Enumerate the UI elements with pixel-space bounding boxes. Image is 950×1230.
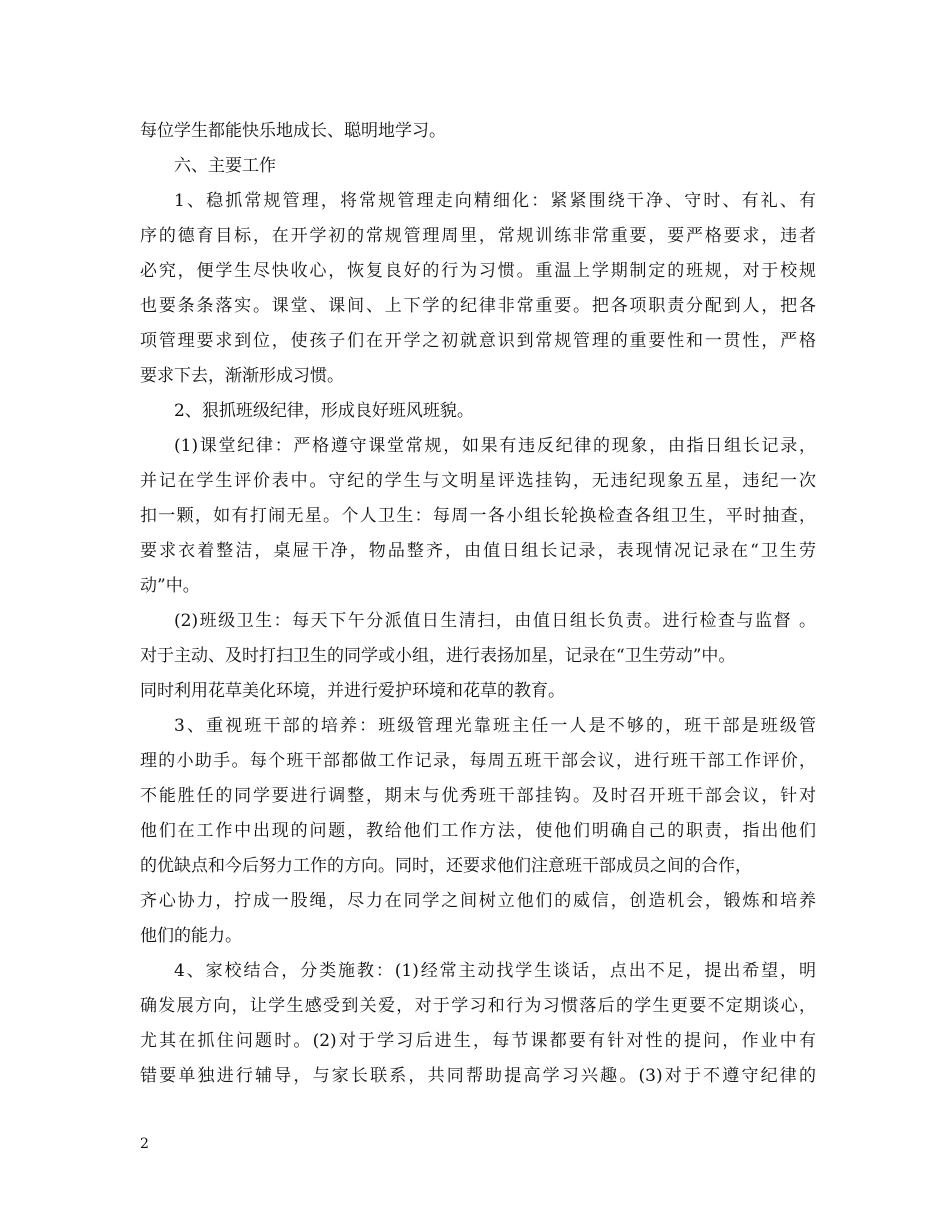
- text-line: 序的德育目标，在开学初的常规管理周里，常规训练非常重要，要严格要求，违者: [140, 226, 816, 246]
- text-line: 齐心协力，拧成一股绳，尽力在同学之间树立他们的威信，创造机会，锻炼和培养: [140, 891, 816, 911]
- text-line: 不能胜任的同学要进行调整，期末与优秀班干部挂钩。及时召开班干部会议，针对: [140, 786, 816, 806]
- text-line: 扣一颗，如有打闹无星。个人卫生：每周一各小组长轮换检查各组卫生，平时抽查，: [140, 506, 816, 526]
- text-line: 4、家校结合，分类施教：(1)经常主动找学生谈话，点出不足，提出希望，明: [174, 961, 816, 981]
- text-line: 要求下去，渐渐形成习惯。: [140, 366, 344, 386]
- text-line: 他们在工作中出现的问题，教给他们工作方法，使他们明确自己的职责，指出他们: [140, 821, 816, 841]
- text-line: 并记在学生评价表中。守纪的学生与文明星评选挂钩，无违纪现象五星，违纪一次: [140, 471, 816, 491]
- text-line: 2、狠抓班级纪律，形成良好班风班貌。: [174, 401, 474, 421]
- text-line: 必究，便学生尽快收心，恢复良好的行为习惯。重温上学期制定的班规，对于校规: [140, 261, 816, 281]
- text-line: 1、稳抓常规管理，将常规管理走向精细化：紧紧围绕干净、守时、有礼、有: [174, 191, 816, 211]
- page-number: 2: [140, 1136, 149, 1152]
- body-text: [140, 114, 816, 1094]
- text-line: 确发展方向，让学生感受到关爱，对于学习和行为习惯落后的学生更要不定期谈心，: [140, 996, 816, 1016]
- text-line: 的优缺点和今后努力工作的方向。同时，还要求他们注意班干部成员之间的合作，: [140, 856, 752, 876]
- text-line: (2)班级卫生：每天下午分派值日生清扫，由值日组长负责。进行检查与监督 。: [174, 611, 816, 631]
- text-line: 对于主动、及时打扫卫生的同学或小组，进行表扬加星，记录在“卫生劳动”中。: [140, 646, 736, 666]
- text-line: 错要单独进行辅导，与家长联系，共同帮助提高学习兴趣。(3)对于不遵守纪律的: [140, 1066, 816, 1086]
- section-heading: 六、主要工作: [174, 156, 276, 176]
- text-line: 要求衣着整洁，桌屉干净，物品整齐，由值日组长记录，表现情况记录在“卫生劳: [140, 541, 816, 561]
- text-line: 项管理要求到位，使孩子们在开学之初就意识到常规管理的重要性和一贯性，严格: [140, 331, 816, 351]
- text-line: 他们的能力。: [140, 926, 242, 946]
- text-line: 每位学生都能快乐地成长、聪明地学习。: [140, 121, 446, 141]
- text-line: 同时利用花草美化环境，并进行爱护环境和花草的教育。: [140, 681, 565, 701]
- text-line: 动”中。: [140, 576, 200, 596]
- text-line: 也要条条落实。课堂、课间、上下学的纪律非常重要。把各项职责分配到人，把各: [140, 296, 816, 316]
- text-line: 理的小助手。每个班干部都做工作记录，每周五班干部会议，进行班干部工作评价，: [140, 751, 816, 771]
- text-line: 尤其在抓住问题时。(2)对于学习后进生，每节课都要有针对性的提问，作业中有: [140, 1031, 816, 1051]
- text-line: 3、重视班干部的培养：班级管理光靠班主任一人是不够的，班干部是班级管: [174, 716, 816, 736]
- text-line: (1)课堂纪律：严格遵守课堂常规，如果有违反纪律的现象，由指日组长记录，: [174, 436, 816, 456]
